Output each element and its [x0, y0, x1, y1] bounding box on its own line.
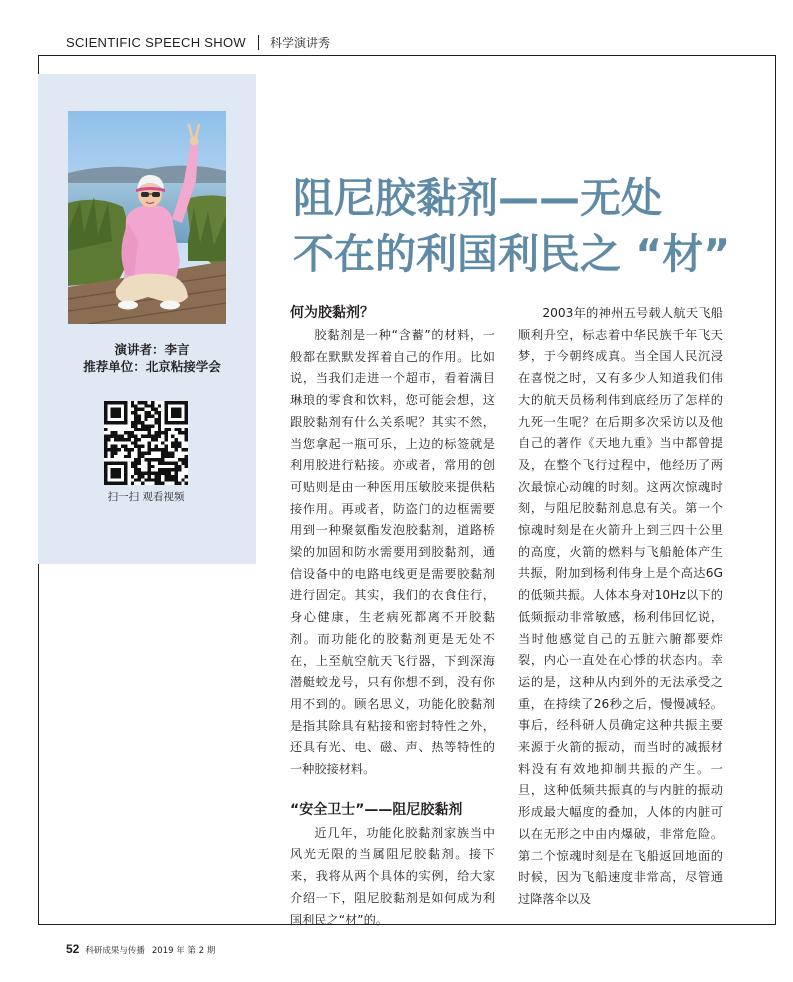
title-line-1: 阻尼胶黏剂——无处 [293, 174, 662, 222]
title-line-2: 不在的利国利民之 “材” [293, 230, 731, 278]
recommending-unit: 推荐单位：北京粘接学会 [83, 359, 221, 374]
header-chinese: 科学演讲秀 [269, 35, 330, 50]
header-divider [258, 35, 259, 50]
speaker-info [62, 341, 242, 375]
speaker-name: 演讲者：李言 [114, 342, 190, 357]
page-footer [66, 942, 215, 956]
issue-label: 2019 年 第 2 期 [151, 946, 216, 956]
article-title [293, 170, 763, 282]
section-paragraph: 近几年，功能化胶黏剂家族当中风光无限的当属阻尼胶黏剂。接下来，我将从两个具体的实例，给大家介绍一下，阻尼胶黏剂是如何成为利国利民之“材”的。 [290, 825, 495, 927]
journal-name: 科研成果与传播 [85, 946, 145, 956]
page-number: 52 [66, 942, 80, 956]
section-paragraph: 胶黏剂是一种“含蓄”的材料，一般都在默默发挥着自己的作用。比如说，当我们走进一个超市，看着满目琳琅的零食和饮料，您可能会想，这跟胶黏剂有什么关系呢？其实不然，当您拿起一瓶可乐，上边的标签就是利用胶进行粘接。亦或者，常用的创可贴则是由一种医用压敏胶来提供粘接作用。再或者，防盗门的边框需要用到一种聚氨酯发泡胶黏剂，道路桥梁的加固和防水需要用到胶黏剂，通信设备中的电路电线更是需要胶黏剂进行固定。其实，我们的衣食住行，身心健康，生老病死都离不开胶黏剂。而功能化的胶黏剂更是无处不在，上至航空航天飞行器，下到深海潜艇蛟龙号，只有你想不到，没有你用不到的。顾名思义，功能化胶黏剂是指其除具有粘接和密封特性之外，还具有光、电、磁、声、热等特性的一种胶接材料。 [290, 328, 495, 777]
article-column-right [518, 303, 723, 911]
section-paragraph: 2003年的神州五号载人航天飞船顺利升空，标志着中华民族千年飞天梦，于今朝终成真。当全国人民沉浸在喜悦之时，又有多少人知道我们伟大的航天员杨利伟到底经历了怎样的九死一生呢？在后期多次采访以及他自己的著作《天地九重》当中都曾提及，在整个飞行过程中，他经历了两次最惊心动魄的时刻。这两次惊魂时刻，与阻尼胶黏剂息息有关。第一个惊魂时刻是在火箭升上到三四十公里的高度，火箭的燃料与飞船舱体产生共振，附加到杨利伟身上是个高达6G的低频共振。人体本身对10Hz以下的低频振动非常敏感，杨利伟回忆说，当时他感觉自己的五脏六腑都要炸裂，内心一直处在心悸的状态内。幸运的是，这种从内到外的无法承受之重，在持续了26秒之后，慢慢减轻。事后，经科研人员确定这种共振主要来源于火箭的振动，而当时的减振材料没有有效地抑制共振的产生。一旦，这种低频共振真的与内脏的振动形成最大幅度的叠加，人体的内脏可以在无形之中由内爆破，非常危险。第二个惊魂时刻是在飞船返回地面的时候，因为飞船速度非常高，尽管通过降落伞以及 [518, 306, 723, 906]
header-english: SCIENTIFIC SPEECH SHOW [66, 34, 246, 50]
qr-code-icon[interactable] [104, 401, 188, 485]
section-heading-damping-adhesive: “安全卫士”——阻尼胶黏剂 [290, 801, 463, 818]
speaker-photo [68, 111, 226, 324]
running-header [66, 32, 330, 52]
section-heading-what-is-adhesive: 何为胶黏剂？ [290, 305, 374, 321]
article-column-left [290, 303, 495, 931]
qr-caption: 扫一扫 观看视频 [107, 491, 185, 503]
